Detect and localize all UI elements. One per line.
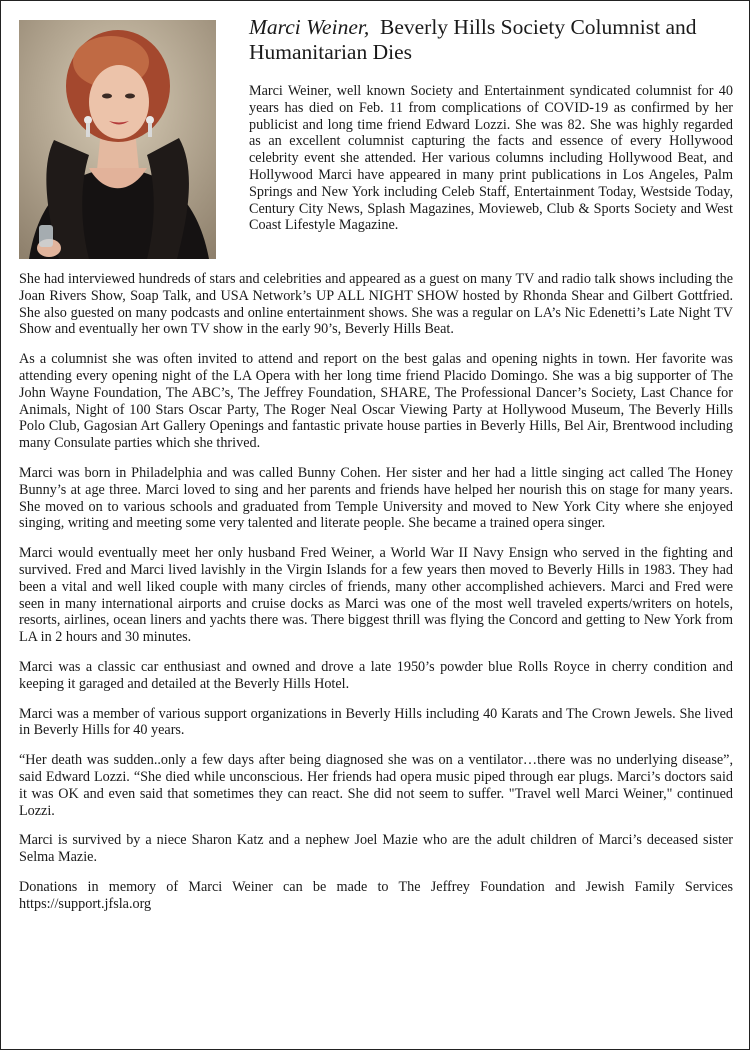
article-body (19, 271, 733, 913)
paragraph-survivors: Marci is survived by a niece Sharon Katz and a nephew Joel Mazie who are the adult children of Marci’s deceased sister Selma Mazie. (19, 832, 733, 866)
headline-name: Marci Weiner, (249, 15, 370, 39)
paragraph-marriage: Marci would eventually meet her only husband Fred Weiner, a World War II Navy Ensign who served in the fighting and survived. Fred and Marci lived lavishly in the Virgin Islands for a few years then moved to Beverly Hills in 1983. They had been a vital and well liked couple with many circles of friends, many other accomplished achievers. Marci and Fred were seen in many international airports and cruise docks as Marci was one of the most well traveled experts/writers on hotels, resorts, airlines, ocean liners and yachts there was. There biggest thrill was flying the Concord and getting to New York from LA in 2 hours and 30 minutes. (19, 545, 733, 646)
headline (249, 15, 733, 65)
article-header (19, 15, 733, 259)
paragraph-early-life: Marci was born in Philadelphia and was called Bunny Cohen. Her sister and her had a little singing act called The Honey Bunny’s at age three. Marci loved to sing and her parents and friends have helped her nourish this on stage for many years. She moved on to various schools and graduated from Temple University and moved to New York City where she enjoyed singing, writing and meeting some very talented and literate people. She became a trained opera singer. (19, 464, 733, 532)
paragraph-death-quote: “Her death was sudden..only a few days after being diagnosed she was on a ventilator…there was no underlying disease”, said Edward Lozzi. “She died while unconscious. Her friends had opera music piped through ear plugs. Marci’s doctors said it was OK and even said that sometimes they can react. She did not seem to suffer. "Travel well Marci Weiner," continued Lozzi. (19, 752, 733, 819)
portrait-photo (19, 20, 216, 259)
paragraph-galas: As a columnist she was often invited to attend and report on the best galas and opening nights in town. Her favorite was attending every opening night of the LA Opera with her long time friend Placido Domingo. She was a big supporter of The John Wayne Foundation, The ABC’s, The Jeffrey Foundation, SHARE, The Professional Dancer’s Society, Last Chance for Animals, Night of 100 Stars Oscar Party, The Roger Neal Oscar Viewing Party at Hollywood Museum, The Beverly Hills Polo Club, Gagosian Art Gallery Openings and fantastic private house parties in Beverly Hills, Bel Air, Brentwood including many Consulate parties which she thrived. (19, 351, 733, 452)
lead-paragraph: Marci Weiner, well known Society and Entertainment syndicated columnist for 40 years has died on Feb. 11 from complications of COVID-19 as confirmed by her publicist and long time friend Edward Lozzi. She was 82. She was highly regarded as an excellent columnist capturing the facts and essence of every Hollywood celebrity event she attended. Her various columns including Hollywood Beat, and Hollywood Marci have appeared in many print publications in Los Angeles, Palm Springs and New York including Celeb Staff, Entertainment Today, Westside Today, Century City News, Splash Magazines, Movieweb, Club & Sports Society and West Coast Lifestyle Magazine. (249, 83, 733, 234)
portrait-photo-icon (19, 20, 216, 259)
header-text (249, 15, 733, 234)
paragraph-classic-car: Marci was a classic car enthusiast and owned and drove a late 1950’s powder blue Rolls Royce in cherry condition and keeping it garaged and detailed at the Beverly Hills Hotel. (19, 658, 733, 692)
headline-rest: Beverly Hills Society Columnist and Humanitarian Dies (249, 15, 702, 64)
paragraph-talk-shows: She had interviewed hundreds of stars and celebrities and appeared as a guest on many TV and radio talk shows including the Joan Rivers Show, Soap Talk, and USA Network’s UP ALL NIGHT SHOW hosted by Rhonda Shear and Gilbert Gottfried. She also guested on many podcasts and online entertainment shows. She was a regular on LA’s Nic Edenetti’s Late Night TV Show and eventually her own TV show in the early 90’s, Beverly Hills Beat. (19, 271, 733, 338)
paragraph-organizations: Marci was a member of various support organizations in Beverly Hills including 40 Karats and The Crown Jewels. She lived in Beverly Hills for 40 years. (19, 705, 733, 739)
paragraph-donations: Donations in memory of Marci Weiner can be made to The Jeffrey Foundation and Jewish Family Services https://support.jfsla.org (19, 878, 733, 912)
